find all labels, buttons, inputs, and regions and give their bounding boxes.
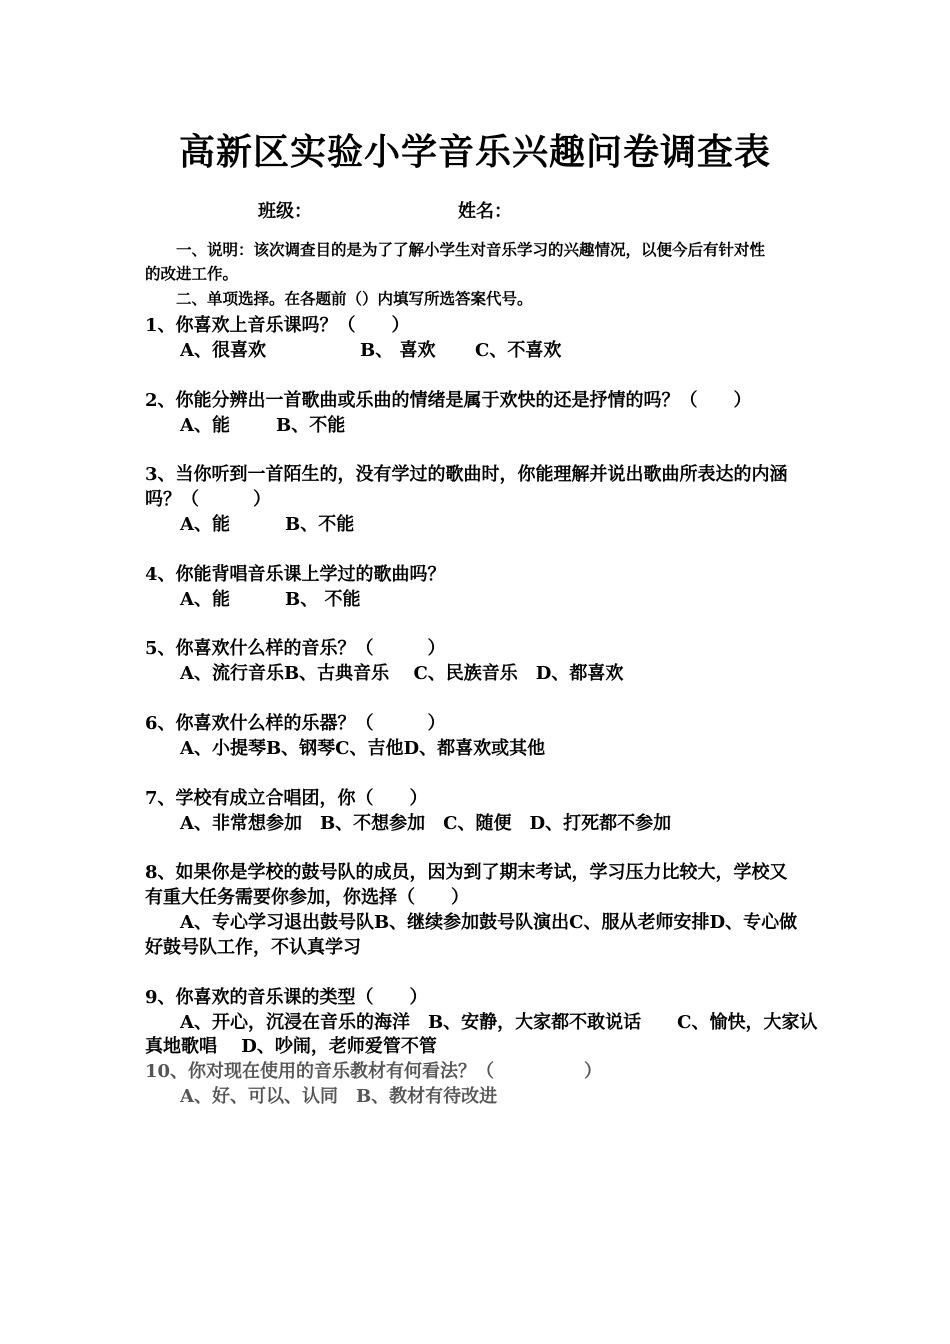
- question-9: 9、你喜欢的音乐课的类型（ ）: [145, 987, 428, 1008]
- question-8-options-line-2: 好鼓号队工作，不认真学习: [145, 937, 361, 958]
- question-3-options: [180, 510, 354, 536]
- option-b: B、不能: [276, 415, 346, 436]
- question-5-options: A、流行音乐B、古典音乐 C、民族音乐 D、都喜欢: [180, 663, 624, 684]
- question-9-options-line-2: 真地歌唱 D、吵闹，老师爱管不管: [145, 1036, 437, 1057]
- page-title: 高新区实验小学音乐兴趣问卷调查表: [178, 131, 771, 173]
- option-c: C、不喜欢: [475, 340, 562, 361]
- question-1: 1、你喜欢上音乐课吗？（ ）: [145, 315, 410, 336]
- option-b: B、 不能: [285, 589, 361, 610]
- question-4-options: [180, 585, 360, 611]
- question-8-options-line-1: A、专心学习退出鼓号队B、继续参加鼓号队演出C、服从老师安排D、专心做: [180, 912, 798, 933]
- question-7-options: A、非常想参加 B、不想参加 C、随便 D、打死都不参加: [180, 813, 672, 834]
- question-6-options: A、小提琴B、钢琴C、吉他D、都喜欢或其他: [180, 738, 546, 759]
- question-3-line-2: 吗？（ ）: [145, 489, 271, 510]
- question-1-options: [180, 336, 561, 362]
- question-4: 4、你能背唱音乐课上学过的歌曲吗？: [145, 564, 446, 585]
- question-7: 7、学校有成立合唱团，你（ ）: [145, 788, 428, 809]
- question-8-line-1: 8、如果你是学校的鼓号队的成员，因为到了期末考试，学习压力比较大，学校又: [145, 862, 788, 883]
- question-2: 2、你能分辨出一首歌曲或乐曲的情绪是属于欢快的还是抒情的吗？（ ）: [145, 390, 752, 411]
- question-10-options: A、好、可以、认同 B、教材有待改进: [180, 1086, 498, 1107]
- question-6: 6、你喜欢什么样的乐器？（ ）: [145, 713, 446, 734]
- option-a: A、能: [180, 415, 230, 436]
- option-a: A、很喜欢: [180, 340, 266, 361]
- option-a: A、能: [180, 514, 230, 535]
- question-9-options-line-1: A、开心，沉浸在音乐的海洋 B、安静，大家都不敢说话 C、愉快，大家认: [180, 1012, 818, 1033]
- question-10: 10、你对现在使用的音乐教材有何看法？（ ）: [145, 1061, 603, 1082]
- class-label: 班级：: [258, 201, 312, 222]
- question-8-line-2: 有重大任务需要你参加，你选择（ ）: [145, 887, 469, 908]
- intro-line-2: 的改进工作。: [145, 264, 239, 283]
- option-b: B、不能: [285, 514, 355, 535]
- intro-line-1: 一、说明：该次调查目的是为了了解小学生对音乐学习的兴趣情况，以便今后有针对性: [176, 240, 766, 259]
- intro-line-3: 二、单项选择。在各题前（）内填写所选答案代号。: [176, 289, 533, 308]
- question-5: 5、你喜欢什么样的音乐？（ ）: [145, 638, 446, 659]
- question-2-options: [180, 411, 345, 437]
- name-label: 姓名：: [458, 201, 512, 222]
- question-3-line-1: 3、当你听到一首陌生的，没有学过的歌曲时，你能理解并说出歌曲所表达的内涵: [145, 464, 788, 485]
- option-b: B、 喜欢: [360, 340, 436, 361]
- option-a: A、能: [180, 589, 230, 610]
